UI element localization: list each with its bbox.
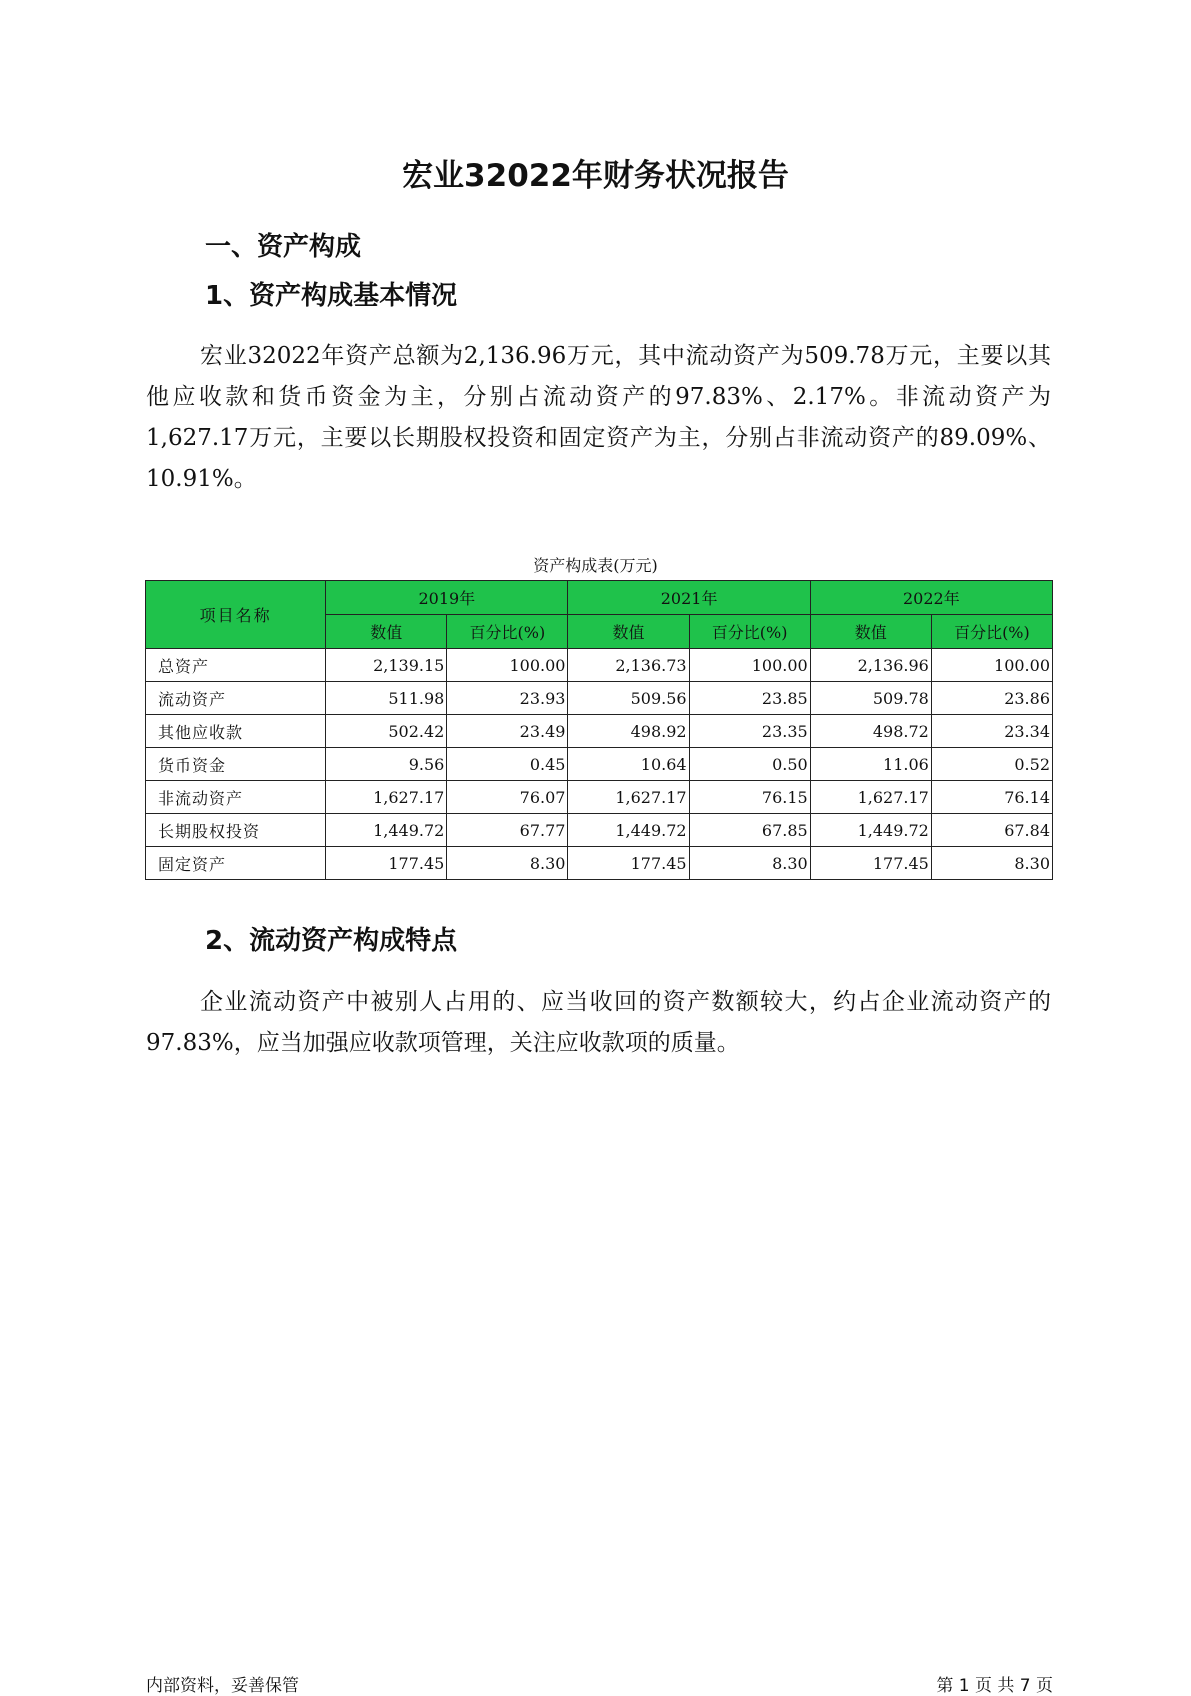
value-cell: 2,136.73: [568, 649, 689, 682]
row-label: 固定资产: [146, 847, 326, 880]
table-caption: 资产构成表(万元): [533, 556, 658, 575]
row-label: 总资产: [146, 649, 326, 682]
percent-cell: 0.50: [689, 748, 810, 781]
value-cell: 498.72: [810, 715, 931, 748]
header-item-name: 项目名称: [146, 581, 326, 649]
table-row: [146, 847, 1053, 880]
value-cell: 1,449.72: [326, 814, 447, 847]
subsection-heading-basic: 1、资产构成基本情况: [205, 281, 458, 311]
value-cell: 1,627.17: [568, 781, 689, 814]
value-cell: 177.45: [568, 847, 689, 880]
value-cell: 10.64: [568, 748, 689, 781]
percent-cell: 8.30: [447, 847, 568, 880]
row-label: 非流动资产: [146, 781, 326, 814]
table-body: [146, 649, 1053, 880]
footer-confidential-note: 内部资料，妥善保管: [146, 1676, 299, 1696]
table-row: [146, 781, 1053, 814]
percent-cell: 8.30: [931, 847, 1052, 880]
percent-cell: 76.07: [447, 781, 568, 814]
value-cell: 2,139.15: [326, 649, 447, 682]
percent-cell: 76.14: [931, 781, 1052, 814]
row-label: 长期股权投资: [146, 814, 326, 847]
table-row: [146, 682, 1053, 715]
table-row: [146, 814, 1053, 847]
value-cell: 1,449.72: [810, 814, 931, 847]
value-cell: 509.78: [810, 682, 931, 715]
header-percent: 百分比(%): [689, 615, 810, 649]
percent-cell: 8.30: [689, 847, 810, 880]
paragraph-current-assets: 企业流动资产中被别人占用的、应当收回的资产数额较大，约占企业流动资产的97.83%，应当加强应收款项管理，关注应收款项的质量。: [146, 989, 1051, 1056]
table-row: [146, 715, 1053, 748]
value-cell: 1,449.72: [568, 814, 689, 847]
header-year-2019: 2019年: [326, 581, 568, 615]
header-percent: 百分比(%): [447, 615, 568, 649]
percent-cell: 23.86: [931, 682, 1052, 715]
header-value: 数值: [810, 615, 931, 649]
percent-cell: 23.49: [447, 715, 568, 748]
footer-page-number: 第 1 页 共 7 页: [936, 1676, 1053, 1696]
paragraph-asset-summary: 宏业32022年资产总额为2,136.96万元，其中流动资产为509.78万元，主要以其他应收款和货币资金为主，分别占流动资产的97.83%、2.17%。非流动资产为1,627.17万元，主要以长期股权投资和固定资产为主，分别占非流动资产的89.09%、10.91%。: [146, 343, 1051, 492]
percent-cell: 67.84: [931, 814, 1052, 847]
percent-cell: 67.77: [447, 814, 568, 847]
percent-cell: 100.00: [689, 649, 810, 682]
percent-cell: 100.00: [447, 649, 568, 682]
row-label: 其他应收款: [146, 715, 326, 748]
asset-composition-table: [145, 580, 1053, 880]
value-cell: 9.56: [326, 748, 447, 781]
section-heading-asset-composition: 一、资产构成: [205, 232, 362, 262]
value-cell: 1,627.17: [326, 781, 447, 814]
table-row: [146, 748, 1053, 781]
value-cell: 11.06: [810, 748, 931, 781]
percent-cell: 23.34: [931, 715, 1052, 748]
percent-cell: 23.85: [689, 682, 810, 715]
percent-cell: 23.35: [689, 715, 810, 748]
value-cell: 498.92: [568, 715, 689, 748]
percent-cell: 100.00: [931, 649, 1052, 682]
row-label: 流动资产: [146, 682, 326, 715]
subsection-heading-current-assets: 2、流动资产构成特点: [205, 926, 458, 956]
header-value: 数值: [326, 615, 447, 649]
header-percent: 百分比(%): [931, 615, 1052, 649]
header-value: 数值: [568, 615, 689, 649]
value-cell: 509.56: [568, 682, 689, 715]
value-cell: 2,136.96: [810, 649, 931, 682]
table-row: [146, 649, 1053, 682]
percent-cell: 67.85: [689, 814, 810, 847]
percent-cell: 76.15: [689, 781, 810, 814]
percent-cell: 0.45: [447, 748, 568, 781]
percent-cell: 0.52: [931, 748, 1052, 781]
value-cell: 511.98: [326, 682, 447, 715]
value-cell: 177.45: [326, 847, 447, 880]
value-cell: 1,627.17: [810, 781, 931, 814]
value-cell: 502.42: [326, 715, 447, 748]
row-label: 货币资金: [146, 748, 326, 781]
header-year-2022: 2022年: [810, 581, 1052, 615]
header-year-2021: 2021年: [568, 581, 810, 615]
page-title: 宏业32022年财务状况报告: [402, 158, 789, 194]
percent-cell: 23.93: [447, 682, 568, 715]
value-cell: 177.45: [810, 847, 931, 880]
